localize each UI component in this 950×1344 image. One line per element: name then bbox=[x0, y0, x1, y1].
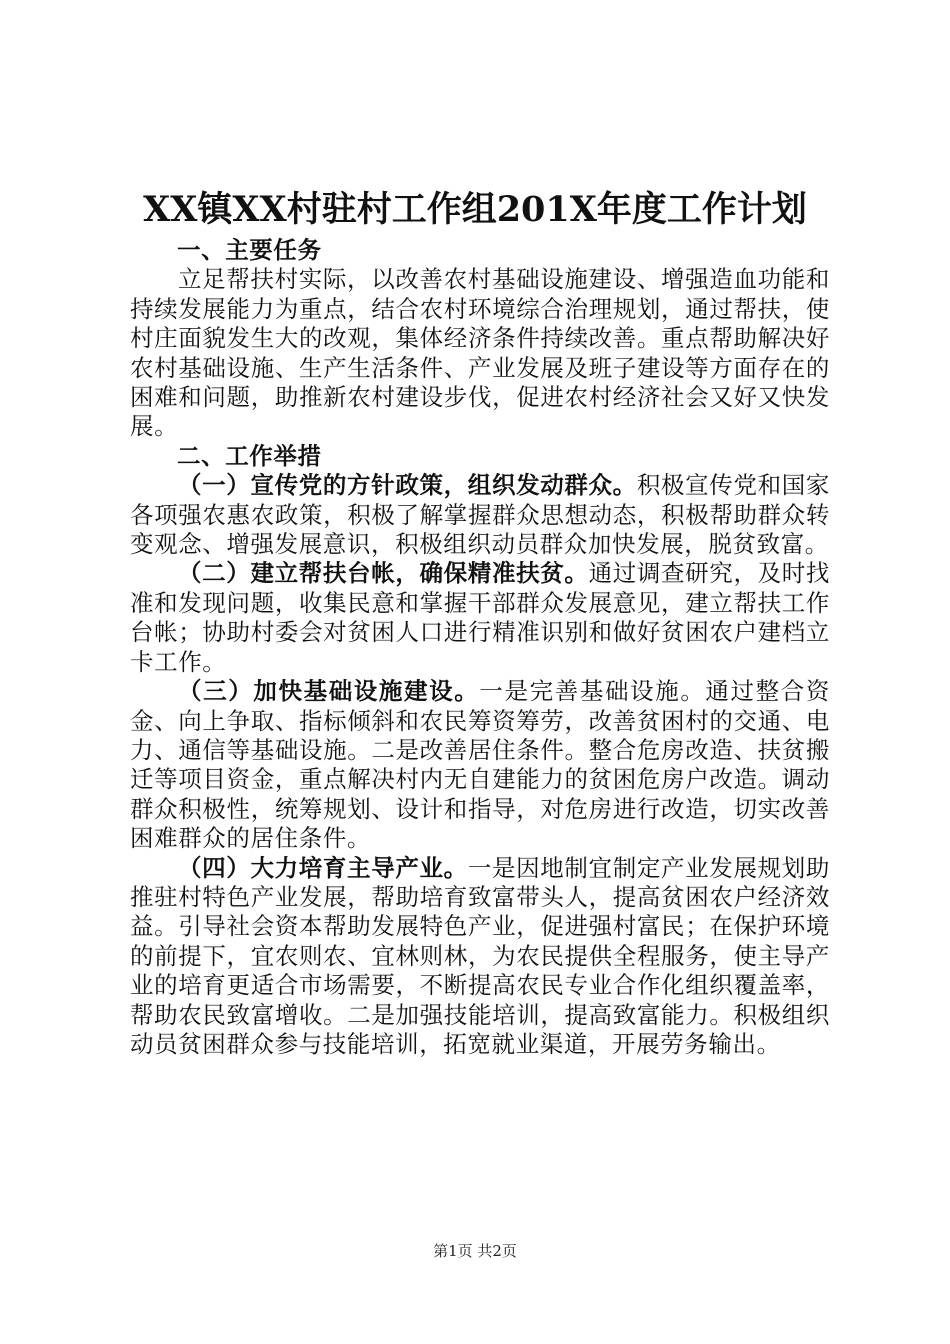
page-number-footer: 第1页 共2页 bbox=[433, 1242, 517, 1260]
paragraph-lead: （三）加快基础设施建设。 bbox=[178, 677, 480, 706]
paragraph-text: 一是完善基础设施。通过整合资金、向上争取、指标倾斜和农民筹资筹劳，改善贫困村的交通、电力、通信等基础设施。二是改善居住条件。整合危房改造、扶贫搬迁等项目资金，重点解决村内无自建能力的贫困危房户改造。调动群众积极性，统筹规划、设计和指导，对危房进行改造，切实改善困难群众的居住条件。 bbox=[130, 677, 830, 853]
paragraph-measure-3 bbox=[130, 677, 830, 853]
paragraph-text: 积极宣传党和国家各项强农惠农政策，积极了解掌握群众思想动态，积极帮助群众转变观念、增强发展意识，积极组织动员群众加快发展，脱贫致富。 bbox=[130, 471, 830, 559]
paragraph-measure-2 bbox=[130, 559, 830, 677]
document-body bbox=[130, 236, 830, 1059]
document-title: XX镇XX村驻村工作组201X年度工作计划 bbox=[143, 189, 807, 230]
paragraph-measure-4 bbox=[130, 854, 830, 1060]
paragraph-text: 通过调查研究，及时找准和发现问题，收集民意和掌握干部群众发展意见，建立帮扶工作台帐；协助村委会对贫困人口进行精准识别和做好贫困农户建档立卡工作。 bbox=[130, 559, 831, 676]
paragraph-lead: （一）宣传党的方针政策，组织发动群众。 bbox=[178, 471, 637, 500]
paragraph-lead: （二）建立帮扶台帐，确保精准扶贫。 bbox=[178, 559, 589, 588]
paragraph-text: 一是因地制宜制定产业发展规划助推驻村特色产业发展，帮助培育致富带头人，提高贫困农户经济效益。引导社会资本帮助发展特色产业，促进强村富民；在保护环境的前提下，宜农则农、宜林则林，为农民提供全程服务，使主导产业的培育更适合市场需要，不断提高农民专业合作化组织覆盖率，帮助农民致富增收。二是加强技能培训，提高致富能力。积极组织动员贫困群众参与技能培训，拓宽就业渠道，开展劳务输出。 bbox=[130, 853, 831, 1058]
paragraph-text: 立足帮扶村实际，以改善农村基础设施建设、增强造血功能和持续发展能力为重点，结合农村环境综合治理规划，通过帮扶，使村庄面貌发生大的改观，集体经济条件持续改善。重点帮助解决好农村基础设施、生产生活条件、产业发展及班子建设等方面存在的困难和问题，助推新农村建设步伐，促进农村经济社会又好又快发展。 bbox=[130, 265, 830, 441]
section-heading-work-measures: 二、工作举措 bbox=[177, 441, 322, 470]
paragraph-lead: （四）大力培育主导产业。 bbox=[178, 853, 468, 882]
paragraph-measure-1 bbox=[130, 471, 830, 559]
paragraph-main-tasks bbox=[130, 265, 830, 441]
section-heading-main-tasks: 一、主要任务 bbox=[177, 236, 322, 264]
